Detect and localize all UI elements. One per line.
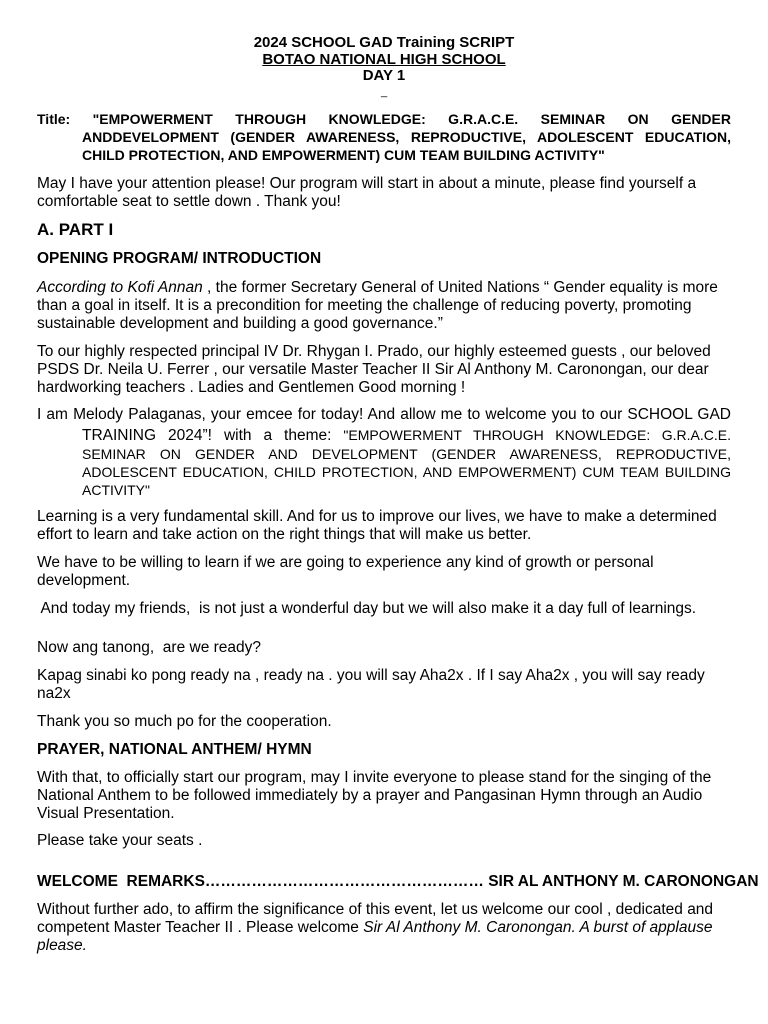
welcome-heading: WELCOME REMARKS……………………………………………… SIR AL ANTHONY M. CARONONGAN [37, 873, 759, 890]
paragraph-line: than a goal in itself. It is a precondition for meeting the challenge of reducing poverty, promoting [37, 297, 692, 314]
paragraph-line: Learning is a very fundamental skill. And for us to improve our lives, we have to make a determined [37, 508, 717, 525]
title-text-1: "EMPOWERMENT THROUGH KNOWLEDGE: G.R.A.C.E. SEMINAR ON GENDER [92, 111, 731, 127]
paragraph-line: To our highly respected principal IV Dr. Rhygan I. Prado, our highly esteemed guests , our beloved [37, 343, 711, 360]
title-line-3: CHILD PROTECTION, AND EMPOWERMENT) CUM TEAM BUILDING ACTIVITY" [82, 147, 605, 163]
paragraph-line: National Anthem to be followed immediately by a prayer and Pangasinan Hymn through an Audio [37, 787, 703, 804]
today-paragraph: And today my friends, is not just a wonderful day but we will also make it a day full of learnings. [37, 600, 697, 617]
theme-line-2: SEMINAR ON GENDER AND DEVELOPMENT (GENDER AWARENESS, REPRODUCTIVE, [82, 446, 731, 462]
willing-paragraph [37, 554, 731, 590]
paragraph-line: sustainable development and building a good governance.” [37, 315, 443, 332]
welcome-text: competent Master Teacher II . Please welcome [37, 919, 364, 936]
school-name: BOTAO NATIONAL HIGH SCHOOL [262, 50, 506, 68]
emcee-paragraph [37, 406, 731, 499]
title-line-2: ANDDEVELOPMENT (GENDER AWARENESS, REPRODUCTIVE, ADOLESCENT EDUCATION, [82, 129, 731, 145]
header-title: 2024 SCHOOL GAD Training SCRIPT [253, 34, 515, 51]
quote-paragraph [37, 279, 731, 333]
paragraph-line: hardworking teachers . Ladies and Gentlemen Good morning ! [37, 379, 466, 396]
paragraph-line [37, 279, 731, 297]
paragraph-line: With that, to officially start our program, may I invite everyone to please stand for the singing of the [37, 769, 712, 786]
cue-paragraph [37, 667, 731, 703]
paragraph-line: comfortable seat to settle down . Thank you! [37, 193, 341, 210]
title-line-1 [37, 110, 731, 128]
paragraph-line: PSDS Dr. Neila U. Ferrer , our versatile Master Teacher II Sir Al Anthony M. Caronongan, our dear [37, 361, 709, 378]
prayer-heading: PRAYER, NATIONAL ANTHEM/ HYMN [37, 741, 312, 758]
thanks-paragraph: Thank you so much po for the cooperation. [37, 713, 332, 730]
paragraph-line: effort to learn and take action on the right things that will make us better. [37, 526, 532, 543]
part-heading: A. PART I [37, 220, 114, 239]
seats-paragraph: Please take your seats . [37, 832, 203, 849]
quote-text-1: , the former Secretary General of United Nations “ Gender equality is more [202, 279, 718, 296]
prayer-paragraph [37, 769, 731, 823]
paragraph-line: development. [37, 572, 131, 589]
emcee-intro: TRAINING 2024”! with a theme: [82, 427, 344, 444]
paragraph-line [37, 919, 731, 937]
theme-line-3: ADOLESCENT EDUCATION, CHILD PROTECTION, AND EMPOWERMENT) CUM TEAM BUILDING [82, 464, 731, 480]
theme-line-4: ACTIVITY" [82, 482, 150, 498]
paragraph-line: Kapag sinabi ko pong ready na , ready na . you will say Aha2x . If I say Aha2x , you will say ready [37, 667, 705, 684]
paragraph-line: Without further ado, to affirm the significance of this event, let us welcome our cool , dedicated and [37, 901, 714, 918]
theme-text-1: "EMPOWERMENT THROUGH KNOWLEDGE: G.R.A.C.E. [343, 427, 731, 443]
header-school [37, 52, 731, 69]
paragraph-line: please. [37, 937, 87, 954]
welcome-paragraph [37, 901, 731, 955]
greeting-paragraph [37, 343, 731, 397]
welcome-speaker: Sir Al Anthony M. Caronongan. A burst of applause [363, 919, 713, 936]
learning-paragraph [37, 508, 731, 544]
paragraph-line: Visual Presentation. [37, 805, 175, 822]
title-label: Title: [37, 111, 71, 127]
paragraph-line: May I have your attention please! Our program will start in about a minute, please find yourself a [37, 175, 697, 192]
quote-attribution: According to Kofi Annan [37, 279, 203, 296]
emcee-line-1: I am Melody Palaganas, your emcee for today! And allow me to welcome you to our SCHOOL GAD [37, 406, 731, 423]
attention-paragraph [37, 175, 731, 211]
paragraph-line: We have to be willing to learn if we are going to experience any kind of growth or personal [37, 554, 654, 571]
header-day: DAY 1 [362, 67, 406, 84]
opening-heading: OPENING PROGRAM/ INTRODUCTION [37, 250, 322, 267]
emcee-line-2 [82, 426, 731, 445]
ready-question: Now ang tanong, are we ready? [37, 639, 262, 656]
header-mark: _ [380, 85, 388, 98]
paragraph-line: na2x [37, 685, 71, 702]
title-block [37, 110, 731, 164]
